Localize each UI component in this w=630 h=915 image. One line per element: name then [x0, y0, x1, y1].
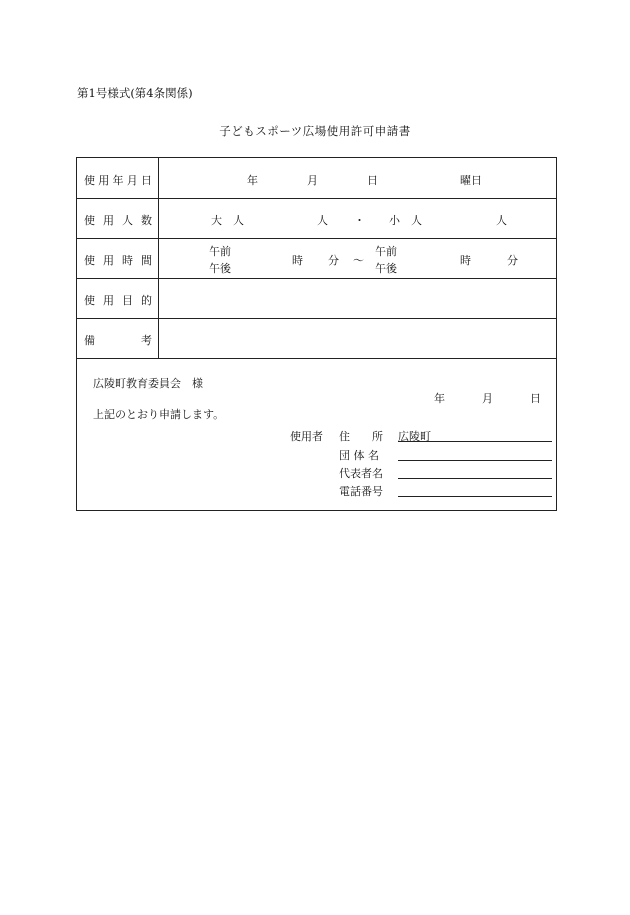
document-title: 子どもスポーツ広場使用許可申請書 [219, 124, 411, 138]
child-count-field[interactable]: 人 [496, 214, 507, 227]
application-form [76, 157, 557, 511]
remarks-field[interactable] [167, 332, 547, 348]
group-name-label: 団 体 名 [339, 449, 379, 462]
row-divider [77, 318, 556, 319]
adult-count-field[interactable]: 人 [317, 214, 328, 227]
form-number-label: 第1号様式(第4条関係) [77, 86, 193, 100]
application-month-field[interactable]: 月 [482, 392, 493, 405]
row-divider [77, 198, 556, 199]
row-divider [77, 358, 556, 359]
group-name-field[interactable] [398, 447, 552, 461]
label-usage-date: 使 用 年 月 日 [84, 174, 152, 187]
application-day-field[interactable]: 日 [530, 392, 541, 405]
date-year-field[interactable]: 年 [247, 174, 258, 187]
group-name-underline [398, 460, 552, 461]
row-divider [77, 278, 556, 279]
representative-label: 代表者名 [339, 467, 383, 480]
adult-label: 大 人 [211, 214, 244, 227]
application-year-field[interactable]: 年 [434, 392, 445, 405]
label-usage-time: 使 用 時 間 [84, 254, 152, 267]
row-divider [77, 238, 556, 239]
application-statement: 上記のとおり申請します。 [93, 408, 225, 421]
start-hour-field[interactable]: 時 [292, 254, 303, 267]
address-label: 住 所 [339, 430, 383, 443]
label-usage-people: 使 用 人 数 [84, 214, 152, 227]
representative-field[interactable] [398, 465, 552, 479]
address-value[interactable]: 広陵町 [398, 430, 431, 443]
label-usage-purpose: 使 用 目 的 [84, 294, 152, 307]
end-am-option[interactable]: 午前 [375, 245, 397, 258]
phone-label: 電話番号 [339, 485, 383, 498]
purpose-field[interactable] [167, 292, 547, 308]
separator-dot: ・ [354, 214, 365, 227]
child-label: 小 人 [389, 214, 422, 227]
end-hour-field[interactable]: 時 [460, 254, 471, 267]
phone-underline [398, 496, 552, 497]
addressee: 広陵町教育委員会 様 [93, 377, 203, 390]
weekday-field[interactable]: 曜日 [460, 174, 482, 187]
date-month-field[interactable]: 月 [307, 174, 318, 187]
start-minute-field[interactable]: 分 [328, 254, 339, 267]
representative-underline [398, 478, 552, 479]
phone-field[interactable] [398, 483, 552, 497]
end-minute-field[interactable]: 分 [507, 254, 518, 267]
date-day-field[interactable]: 日 [367, 174, 378, 187]
start-am-option[interactable]: 午前 [209, 245, 231, 258]
address-underline [398, 441, 552, 442]
label-column-divider [158, 158, 159, 358]
end-pm-option[interactable]: 午後 [375, 262, 397, 275]
start-pm-option[interactable]: 午後 [209, 262, 231, 275]
label-remarks: 備 考 [84, 334, 152, 347]
applicant-label: 使用者 [290, 430, 323, 443]
time-range-tilde: ～ [353, 254, 364, 267]
